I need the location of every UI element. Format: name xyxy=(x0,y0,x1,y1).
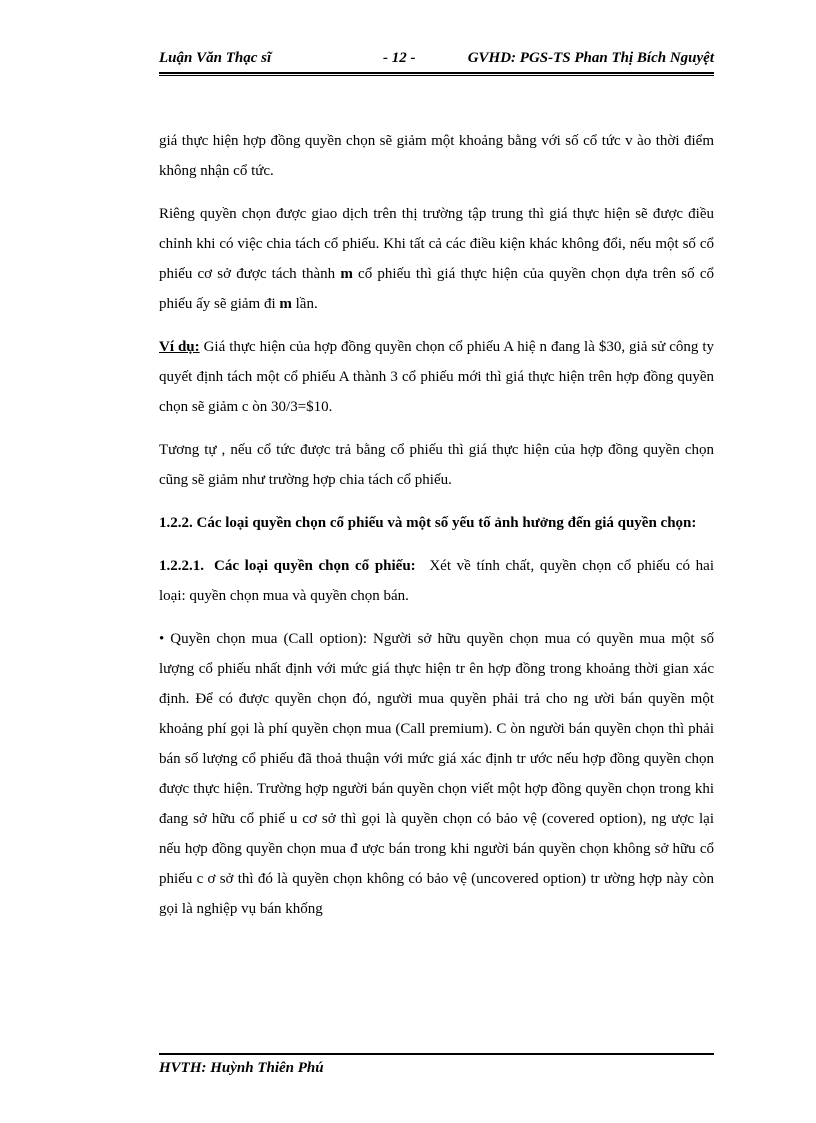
header-supervisor: GVHD: PGS-TS Phan Thị Bích Nguyệt xyxy=(467,50,714,66)
header-rule xyxy=(159,72,714,76)
footer-rule xyxy=(159,1053,714,1055)
paragraph-call-option: • Quyền chọn mua (Call option): Người sở hữu quyền chọn mua có quyền mua một số lượng cổ phiếu nhất định với mức giá thực hiện tr ên hợp đồng trong khoảng thời gian xác định. Để có được quyền chọn đó, người mua quyền phải trả cho ng ười bán quyền một khoảng phí gọi là phí quyền chọn mua (Call premium). C òn người bán quyền chọn thì phải bán số lượng cổ phiếu đã thoả thuận với mức giá xác định tr ước nếu hợp đồng quyền chọn được thực hiện. Trường hợp người bán quyền chọn viết một hợp đồng quyền chọn trong khi đang sở hữu cổ phiế u cơ sở thì gọi là quyền chọn có bảo vệ (covered option), ng ược lại nếu hợp đồng quyền chọn mua đ ược bán trong khi người bán quyền chọn không sở hữu cổ phiếu c ơ sở thì đó là quyền chọn không có bảo vệ (uncovered option) tr ường hợp này còn gọi là nghiệp vụ bán khống xyxy=(159,631,714,917)
subsection-text: Xét về tính chất, quyền chọn cổ phiếu có hai loại: quyền chọn mua và quyền chọn bán. xyxy=(159,558,714,604)
paragraph-dividend-adjustment: giá thực hiện hợp đồng quyền chọn sẽ giảm một khoảng bằng với số cổ tức v ào thời điểm không nhận cổ tức. xyxy=(159,133,714,179)
header-page-number: - 12 - xyxy=(383,50,416,66)
variable-m: m xyxy=(279,296,292,312)
section-heading-1-2-2: 1.2.2. Các loại quyền chọn cổ phiếu và một số yếu tố ảnh hưởng đến giá quyền chọn: xyxy=(159,515,697,531)
variable-m: m xyxy=(340,266,353,282)
page-header xyxy=(159,48,714,70)
paragraph-text: cổ phiếu thì giá thực hiện của quyền chọn dựa trên số cổ phiếu ấy sẽ giảm đi xyxy=(159,266,714,312)
subsection-1-2-2-1 xyxy=(159,551,714,611)
example-label: Ví dụ: xyxy=(159,339,200,355)
page-footer: HVTH: Huỳnh Thiên Phú xyxy=(159,1060,324,1076)
subsection-title: Các loại quyền chọn cổ phiếu: xyxy=(214,558,416,574)
page-body xyxy=(159,126,714,937)
paragraph-text: Riêng quyền chọn được giao dịch trên thị trường tập trung thì giá thực hiện sẽ được điều chỉnh khi có việc chia tách cổ phiếu. Khi tất cả các điều kiện khác không đổi, nếu một số cổ phiếu cơ sở được tách thành xyxy=(159,206,714,282)
example-text: Giá thực hiện của hợp đồng quyền chọn cổ phiếu A hiệ n đang là $30, giả sử công ty quyết định tách một cổ phiếu A thành 3 cổ phiếu mới thì giá thực hiện trên hợp đồng quyền chọn sẽ giảm c òn 30/3=$10. xyxy=(159,339,714,415)
header-thesis-title: Luận Văn Thạc sĩ xyxy=(159,50,272,66)
paragraph-stock-split xyxy=(159,199,714,319)
paragraph-text: lần. xyxy=(291,296,318,312)
subsection-number: 1.2.2.1. xyxy=(159,558,204,574)
paragraph-stock-dividend: Tương tự , nếu cổ tức được trả bằng cổ phiếu thì giá thực hiện của hợp đồng quyền chọn cũng sẽ giảm như trường hợp chia tách cổ phiếu. xyxy=(159,442,714,488)
paragraph-example xyxy=(159,332,714,422)
